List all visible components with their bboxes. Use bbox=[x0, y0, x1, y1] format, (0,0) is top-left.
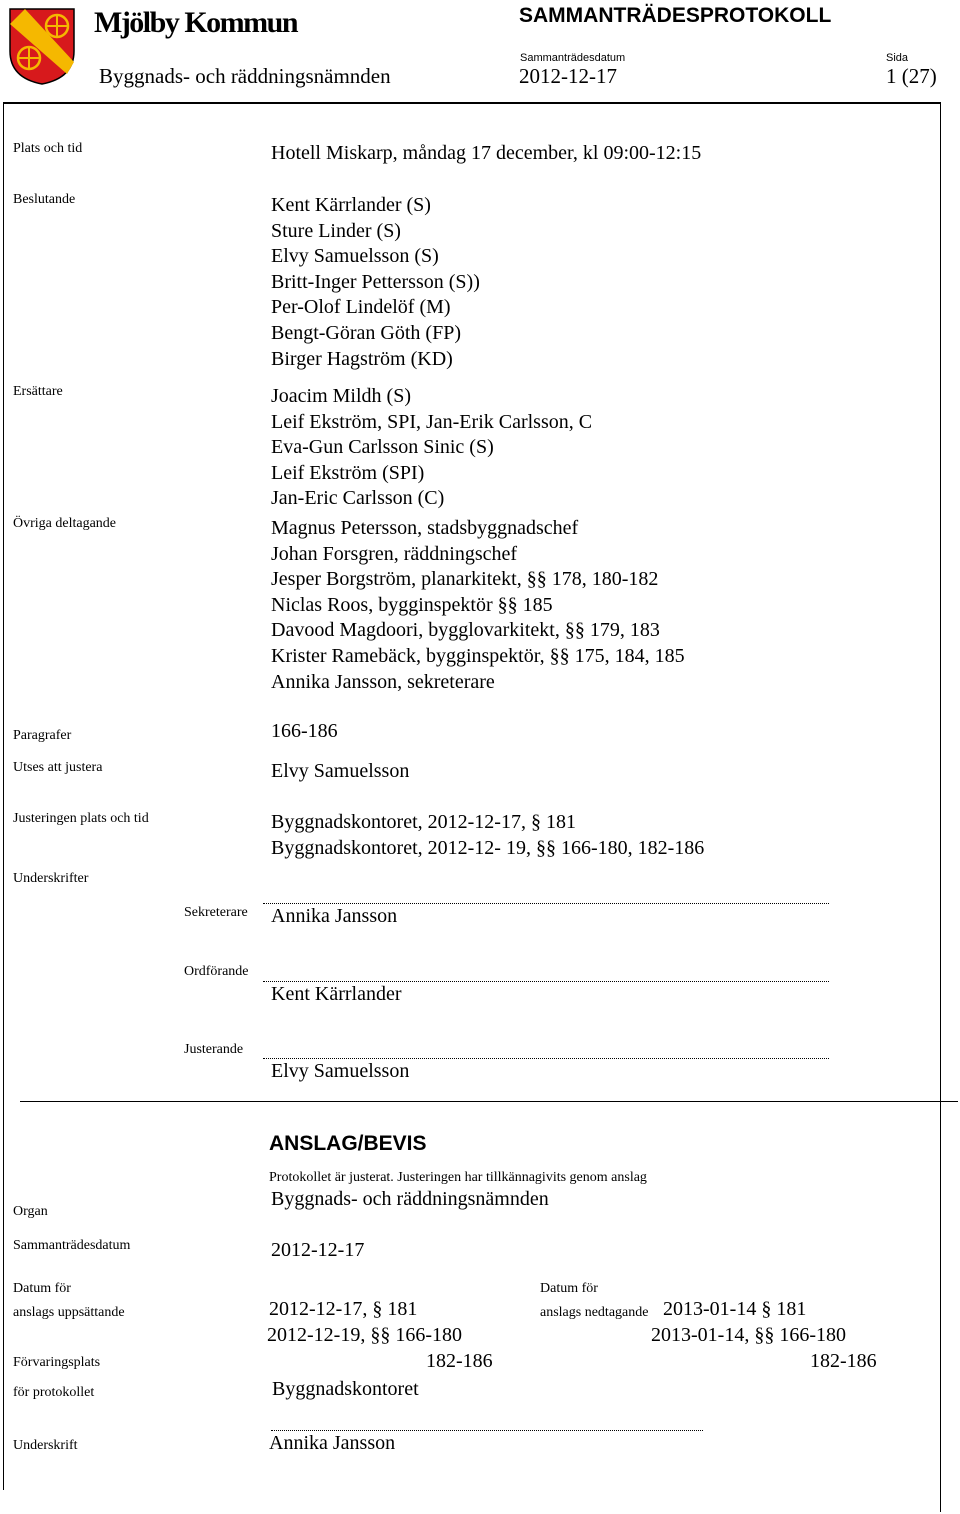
organ-label: Organ bbox=[13, 1204, 48, 1219]
place-label: Plats och tid bbox=[13, 141, 83, 156]
posting-label-line2: anslags uppsättande bbox=[13, 1305, 125, 1320]
removal-date-2: 2013-01-14, §§ 166-180 bbox=[651, 1324, 846, 1346]
signature-role-chair: Ordförande bbox=[184, 964, 249, 979]
notice-signature-line bbox=[271, 1430, 703, 1431]
page-number: 1 (27) bbox=[886, 64, 937, 88]
signatures-label: Underskrifter bbox=[13, 871, 89, 886]
removal-label-line1: Datum för bbox=[540, 1281, 598, 1296]
page-label: Sida bbox=[886, 52, 909, 64]
storage-value: Byggnadskontoret bbox=[272, 1378, 419, 1400]
place-value: Hotell Miskarp, måndag 17 december, kl 09:00-12:15 bbox=[271, 142, 702, 164]
notice-signature-label: Underskrift bbox=[13, 1438, 78, 1453]
meeting-date-label: Sammanträdesdatum bbox=[520, 52, 626, 64]
others-label: Övriga deltagande bbox=[13, 516, 117, 531]
signature-line-adjuster bbox=[263, 1058, 829, 1059]
member: Bengt-Göran Göth (FP) bbox=[271, 321, 461, 344]
participant: Jesper Borgström, planarkitekt, §§ 178, 180-182 bbox=[271, 568, 659, 591]
participant: Davood Magdoori, bygglovarkitekt, §§ 179, 183 bbox=[271, 619, 660, 642]
notice-separator bbox=[20, 1101, 958, 1102]
participant: Niclas Roos, bygginspektör §§ 185 bbox=[271, 593, 553, 616]
adjust-place-line: Byggnadskontoret, 2012-12-17, § 181 bbox=[271, 811, 576, 833]
substitute: Joacim Mildh (S) bbox=[271, 385, 411, 407]
adjust-place-label: Justeringen plats och tid bbox=[13, 811, 149, 826]
paragraphs-label: Paragrafer bbox=[13, 728, 72, 743]
storage-label-line1: Förvaringsplats bbox=[13, 1355, 101, 1370]
posting-label-line1: Datum för bbox=[13, 1281, 71, 1296]
member: Britt-Inger Pettersson (S)) bbox=[271, 270, 480, 293]
member: Kent Kärrlander (S) bbox=[271, 194, 431, 216]
municipality-logo bbox=[7, 6, 77, 86]
signature-role-secretary: Sekreterare bbox=[184, 905, 248, 920]
adjuster-label: Utses att justera bbox=[13, 760, 103, 775]
left-border bbox=[3, 102, 4, 1490]
organ-value: Byggnads- och räddningsnämnden bbox=[271, 1188, 549, 1210]
signature-line-chair bbox=[263, 981, 829, 982]
meeting-date: 2012-12-17 bbox=[519, 64, 617, 88]
adjuster-value: Elvy Samuelsson bbox=[271, 760, 410, 782]
notice-date-label: Sammanträdesdatum bbox=[13, 1238, 131, 1253]
participant: Krister Ramebäck, bygginspektör, §§ 175, 184, 185 bbox=[271, 644, 685, 667]
others-list bbox=[271, 516, 685, 695]
notice-title: ANSLAG/BEVIS bbox=[269, 1132, 427, 1155]
substitutes-label: Ersättare bbox=[13, 384, 63, 399]
posting-date-3: 182-186 bbox=[426, 1350, 493, 1372]
document-type: SAMMANTRÄDESPROTOKOLL bbox=[519, 4, 832, 27]
notice-date-value: 2012-12-17 bbox=[271, 1239, 365, 1261]
member: Elvy Samuelsson (S) bbox=[271, 245, 439, 268]
signature-name-adjuster: Elvy Samuelsson bbox=[271, 1060, 410, 1082]
deciding-list bbox=[271, 193, 480, 372]
right-border bbox=[940, 102, 941, 1512]
posting-date-1: 2012-12-17, § 181 bbox=[269, 1298, 418, 1320]
committee-name: Byggnads- och räddningsnämnden bbox=[99, 64, 391, 88]
participant: Johan Forsgren, räddningschef bbox=[271, 542, 518, 565]
member: Birger Hagström (KD) bbox=[271, 347, 453, 370]
removal-label-line2: anslags nedtagande bbox=[540, 1305, 649, 1320]
member: Sture Linder (S) bbox=[271, 219, 401, 242]
signature-role-adjuster: Justerande bbox=[184, 1042, 244, 1057]
substitute: Leif Ekström (SPI) bbox=[271, 461, 425, 484]
substitute: Leif Ekström, SPI, Jan-Erik Carlsson, C bbox=[271, 410, 593, 433]
paragraphs-value: 166-186 bbox=[271, 720, 338, 742]
substitutes-list bbox=[271, 384, 592, 512]
municipality-name: Mjölby Kommun bbox=[94, 6, 298, 39]
signature-line-secretary bbox=[263, 903, 829, 904]
member: Per-Olof Lindelöf (M) bbox=[271, 296, 451, 319]
participant: Annika Jansson, sekreterare bbox=[271, 670, 495, 693]
posting-date-2: 2012-12-19, §§ 166-180 bbox=[267, 1324, 462, 1346]
adjust-place-line: Byggnadskontoret, 2012-12- 19, §§ 166-180, 182-186 bbox=[271, 836, 705, 859]
notice-signature-name: Annika Jansson bbox=[269, 1432, 396, 1454]
storage-label-line2: för protokollet bbox=[13, 1385, 95, 1400]
adjust-place-list bbox=[271, 810, 704, 861]
participant: Magnus Petersson, stadsbyggnadschef bbox=[271, 517, 579, 539]
deciding-label: Beslutande bbox=[13, 192, 76, 207]
removal-date-1: 2013-01-14 § 181 bbox=[663, 1298, 807, 1320]
substitute: Jan-Eric Carlsson (C) bbox=[271, 487, 445, 510]
substitute: Eva-Gun Carlsson Sinic (S) bbox=[271, 436, 494, 459]
signature-name-secretary: Annika Jansson bbox=[271, 905, 398, 927]
signature-name-chair: Kent Kärrlander bbox=[271, 983, 402, 1005]
notice-intro: Protokollet är justerat. Justeringen har tillkännagivits genom anslag bbox=[269, 1170, 647, 1185]
header-rule bbox=[3, 102, 940, 104]
removal-date-3: 182-186 bbox=[810, 1350, 877, 1372]
